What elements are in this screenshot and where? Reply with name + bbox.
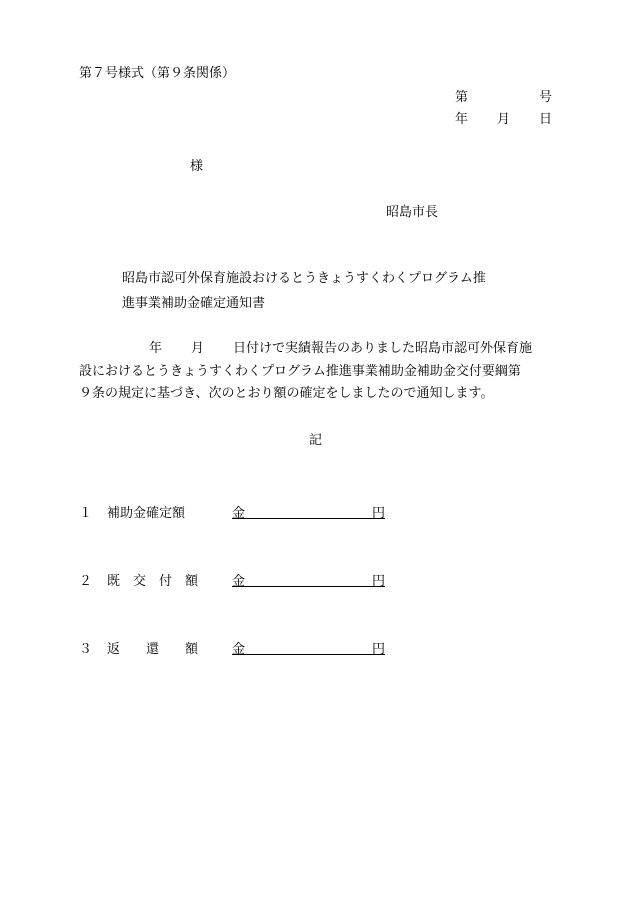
amount-field [232, 570, 385, 587]
sender-name: 昭島市長 [386, 205, 439, 220]
body-month-label: 月 [191, 341, 205, 356]
item-number: １ [79, 506, 93, 521]
item-number: ３ [79, 642, 93, 657]
list-item [79, 502, 399, 522]
amount-suffix: 円 [371, 642, 385, 657]
ki-heading: 記 [309, 433, 323, 448]
body-paragraph-line-2: 設におけるとうきょうすくわくプログラム推進事業補助金補助金交付要綱第 [79, 364, 521, 379]
list-item [79, 570, 399, 590]
doc-number-suffix: 号 [539, 90, 553, 105]
item-label: 返 還 額 [107, 642, 199, 657]
amount-field [232, 502, 385, 519]
body-line-1-text: 日付けで実績報告のありました昭島市認可外保育施 [233, 341, 533, 356]
amount-prefix: 金 [232, 574, 246, 589]
date-month-label: 月 [497, 112, 511, 127]
item-number: ２ [79, 574, 93, 589]
list-item [79, 638, 399, 658]
date-year-label: 年 [455, 112, 469, 127]
amount-suffix: 円 [371, 574, 385, 589]
date-day-label: 日 [539, 112, 553, 127]
body-paragraph-line-3: ９条の規定に基づき、次のとおり額の確定をしましたので通知します。 [79, 386, 494, 401]
form-label: 第７号様式（第９条関係） [79, 66, 236, 81]
addressee-suffix: 様 [190, 159, 204, 174]
amount-suffix: 円 [371, 506, 385, 521]
document-title-line-1: 昭島市認可外保育施設おけるとうきょうすくわくプログラム推 [122, 271, 486, 286]
doc-number-prefix: 第 [455, 90, 469, 105]
item-label: 補助金確定額 [107, 506, 186, 521]
body-year-label: 年 [149, 341, 163, 356]
document-title-line-2: 進事業補助金確定通知書 [122, 296, 266, 311]
amount-field [232, 638, 385, 655]
amount-prefix: 金 [232, 642, 246, 657]
item-label: 既 交 付 額 [107, 574, 199, 589]
amount-prefix: 金 [232, 506, 246, 521]
